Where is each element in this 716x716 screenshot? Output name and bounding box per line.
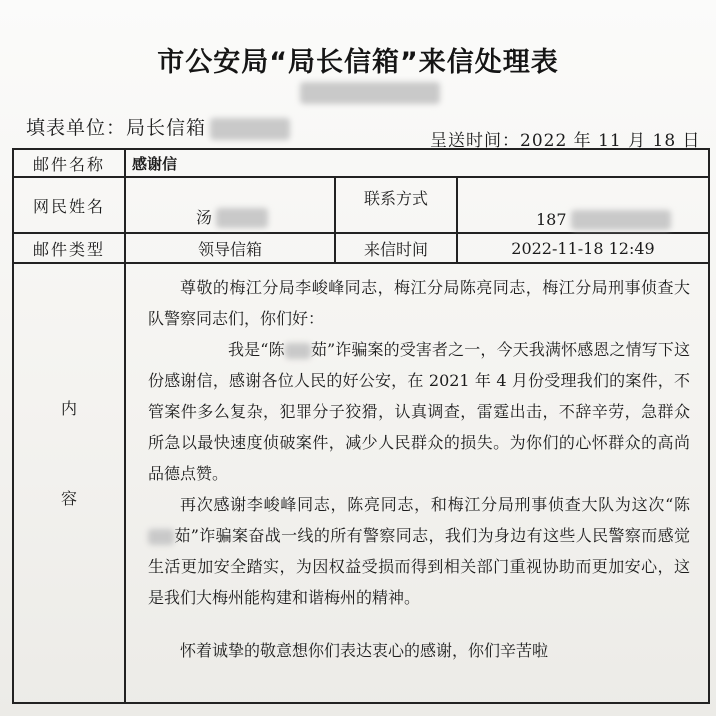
letter-paragraph-2 [148, 489, 690, 613]
p2-start: 再次感谢李峻峰同志，陈亮同志，和梅江分局刑事侦查大队为这次“陈 [180, 495, 690, 514]
redacted-block [216, 208, 268, 228]
p1-start: 我是“陈 [228, 340, 285, 359]
letter-time-value: 2022-11-18 12:49 [457, 233, 709, 263]
mail-type-label: 邮件类型 [13, 233, 125, 263]
redacted-block [210, 118, 290, 140]
content-label-2: 容 [60, 489, 77, 508]
mail-name-label: 邮件名称 [13, 149, 125, 177]
content-label-cell [13, 263, 125, 703]
submit-time: 呈送时间：2022 年 11 月 18 日 [430, 131, 701, 151]
letter-content [125, 263, 709, 703]
mail-name-value: 感谢信 [125, 149, 709, 177]
letter-paragraph-3: 怀着诚挚的敬意想你们表达衷心的感谢，你们辛苦啦 [180, 641, 549, 660]
p1-rest: 茹”诈骗案的受害者之一，今天我满怀感恩之情写下这份感谢信，感谢各位人民的好公安，在 2021 年 4 月份受理我们的案件，不管案件多么复杂，犯罪分子狡猾，认真调查，雷霆出击，不辞辛劳，急群众所急以最快速度侦破案件，减少人民群众的损失。为你们的心怀群众的高尚品德点赞。 [148, 340, 690, 483]
contact-cell [457, 177, 709, 233]
mail-type-value: 领导信箱 [125, 233, 335, 263]
letter-time-label: 来信时间 [335, 233, 457, 263]
contact-value: 187 [536, 209, 567, 229]
redacted-block [571, 210, 671, 230]
netizen-name-label: 网民姓名 [13, 177, 125, 233]
redacted-block [148, 529, 174, 545]
letter-greeting: 尊敬的梅江分局李峻峰同志，梅江分局陈亮同志，梅江分局刑事侦查大队警察同志们，你们好： [148, 278, 690, 328]
netizen-name-value: 汤 [196, 207, 213, 227]
form-table [12, 148, 710, 704]
netizen-name-cell [125, 177, 335, 233]
fill-unit-text: 填表单位：局长信箱 [26, 117, 207, 139]
content-label-1: 内 [60, 399, 77, 418]
fill-unit [26, 113, 290, 140]
p2-rest: 茹”诈骗案奋战一线的所有警察同志，我们为身边有这些人民警察而感觉生活更加安全踏实，为因权益受损而得到相关部门重视协助而更加安心，这是我们大梅州能构建和谐梅州的精神。 [148, 526, 690, 607]
redacted-block [300, 82, 440, 104]
redacted-block [285, 343, 311, 359]
contact-label: 联系方式 [335, 177, 457, 233]
document-title: 市公安局“局长信箱”来信处理表 [157, 47, 559, 78]
letter-paragraph-1 [148, 334, 690, 489]
